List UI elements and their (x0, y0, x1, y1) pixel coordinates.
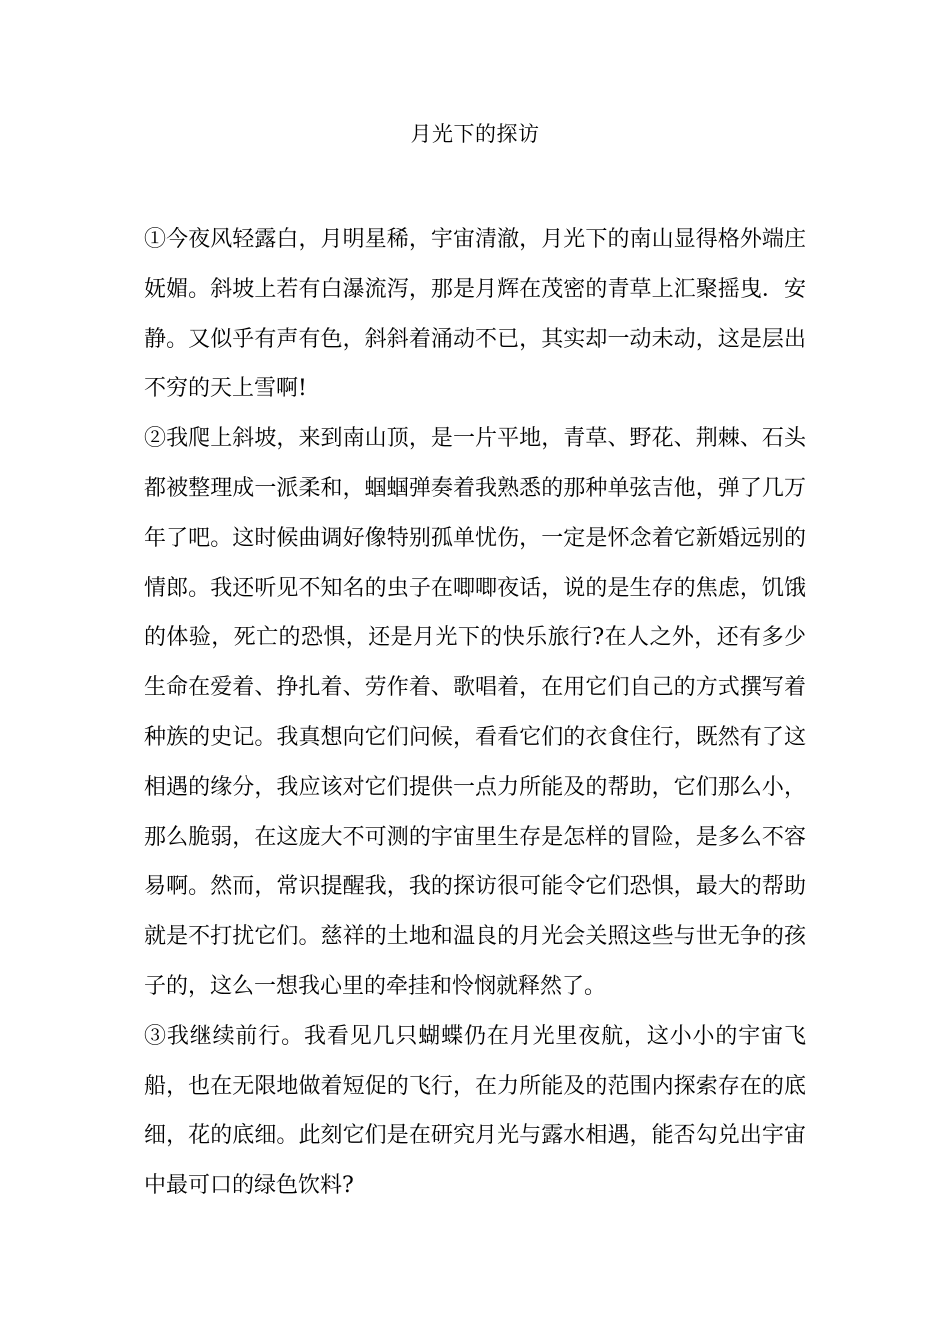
document-title: 月光下的探访 (410, 122, 540, 146)
paragraph-1: ①今夜风轻露白，月明星稀，宇宙清澈，月光下的南山显得格外端庄妩媚。斜坡上若有白瀑流泻，那是月辉在茂密的青草上汇聚摇曳．安静。又似乎有声有色，斜斜着涌动不已，其实却一动未动，这是层出不穷的天上雪啊! (144, 227, 806, 402)
paragraph-2: ②我爬上斜坡，来到南山顶，是一片平地，青草、野花、荆棘、石头都被整理成一派柔和，蝈蝈弹奏着我熟悉的那种单弦吉他，弹了几万年了吧。这时候曲调好像特别孤单忧伤，一定是怀念着它新婚远别的情郎。我还听见不知名的虫子在唧唧夜话，说的是生存的焦虑，饥饿的体验，死亡的恐惧，还是月光下的快乐旅行?在人之外，还有多少生命在爱着、挣扎着、劳作着、歌唱着，在用它们自己的方式撰写着种族的史记。我真想向它们问候，看看它们的衣食住行，既然有了这相遇的缘分，我应该对它们提供一点力所能及的帮助，它们那么小，那么脆弱，在这庞大不可测的宇宙里生存是怎样的冒险，是多么不容易啊。然而，常识提醒我，我的探访很可能令它们恐惧，最大的帮助就是不打扰它们。慈祥的土地和温良的月光会关照这些与世无争的孩子的，这么一想我心里的牵挂和怜悯就释然了。 (144, 426, 806, 999)
paragraph-3: ③我继续前行。我看见几只蝴蝶仍在月光里夜航，这小小的宇宙飞船，也在无限地做着短促的飞行，在力所能及的范围内探索存在的底细，花的底细。此刻它们是在研究月光与露水相遇，能否勾兑出宇宙中最可口的绿色饮料? (144, 1023, 806, 1199)
document-body (144, 215, 806, 1211)
